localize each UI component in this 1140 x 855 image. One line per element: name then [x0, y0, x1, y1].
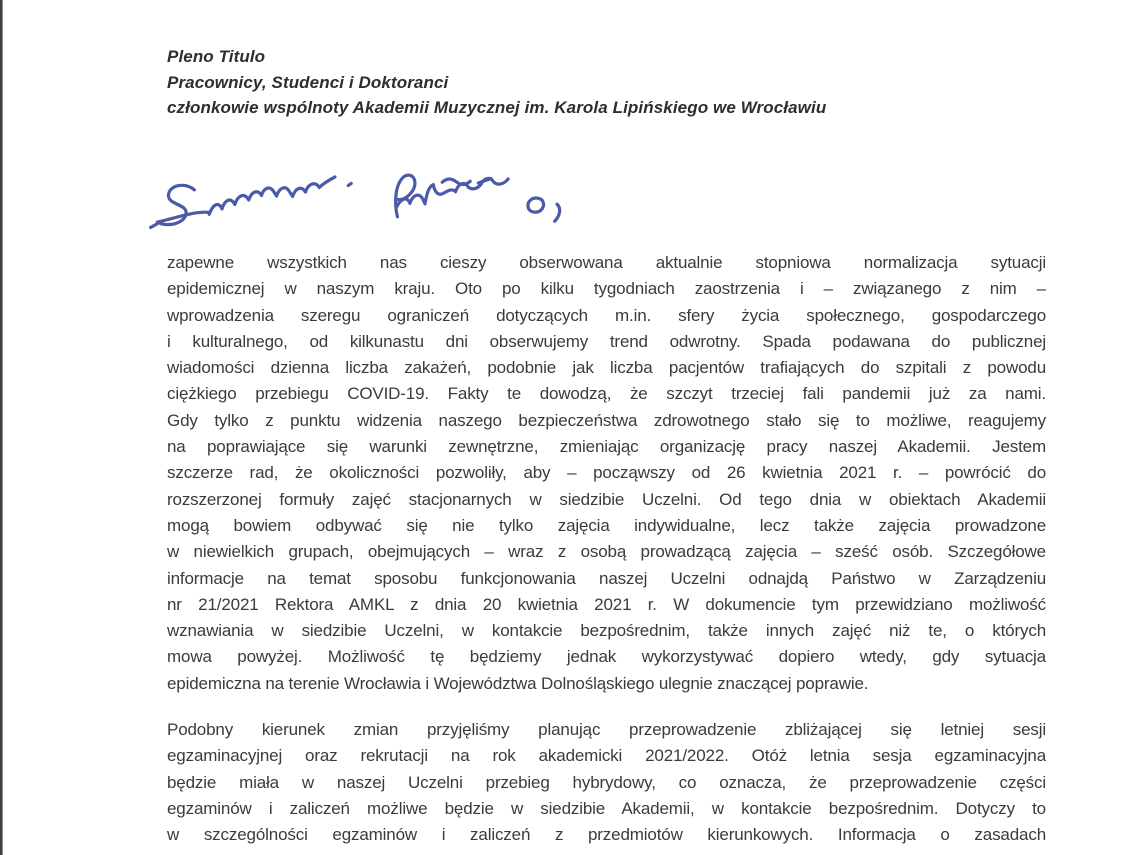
body-line: w niewielkich grupach, obejmujących – wraz z osobą prowadzącą zajęcia – sześć osób. Szczegółowe [167, 542, 1046, 562]
body-line: wprowadzenia szeregu ograniczeń dotyczących m.in. sfery życia społecznego, gospodarczego [167, 305, 1046, 325]
addressee-line-3: członkowie wspólnoty Akademii Muzycznej im. Karola Lipińskiego we Wrocławiu [167, 98, 827, 117]
body-line: informacje na temat sposobu funkcjonowania naszej Uczelni odnajdą Państwo w Zarządzeniu [167, 568, 1046, 588]
body-line: mogą bowiem odbywać się nie tylko zajęcia indywidualne, lecz także zajęcia prowadzone [167, 515, 1046, 535]
paragraph [167, 717, 1046, 848]
scan-edge-artifact [0, 0, 3, 855]
addressee-line-1: Pleno Titulo [167, 47, 266, 66]
addressee-line-2: Pracownicy, Studenci i Doktoranci [167, 72, 449, 92]
handwritten-greeting [143, 164, 583, 248]
body-line: szczerze rad, że okoliczności pozwoliły, aby – począwszy od 26 kwietnia 2021 r. – powrócić do [167, 463, 1046, 483]
body-line: mowa powyżej. Możliwość tę będziemy jednak wykorzystywać dopiero wtedy, gdy sytuacja [167, 647, 1046, 667]
body-line: ciężkiego przebiegu COVID-19. Fakty te dowodzą, że szczyt trzeciej fali pandemii już za nami. [167, 384, 1046, 404]
letter-addressee-block [167, 44, 826, 121]
handwriting-ink-icon [143, 164, 583, 248]
body-line: rozszerzonej formuły zajęć stacjonarnych w siedzibie Uczelni. Od tego dnia w obiektach Akademii [167, 489, 1046, 509]
body-line: Gdy tylko z punktu widzenia naszego bezpieczeństwa zdrowotnego stało się to możliwe, reagujemy [167, 410, 1046, 430]
body-line: wiadomości dzienna liczba zakażeń, podobnie jak liczba pacjentów trafiających do szpitali z powodu [167, 358, 1046, 378]
body-line: nr 21/2021 Rektora AMKL z dnia 20 kwietnia 2021 r. W dokumencie tym przewidziano możliwość [167, 594, 1046, 614]
body-line: egzaminacyjnej oraz rekrutacji na rok akademicki 2021/2022. Otóż letnia sesja egzaminacyjna [167, 746, 1046, 766]
body-line: Podobny kierunek zmian przyjęliśmy planując przeprowadzenie zbliżającej się letniej sesji [167, 720, 1046, 740]
body-line: wznawiania w siedzibie Uczelni, w kontakcie bezpośrednim, także innych zajęć niż te, o których [167, 621, 1046, 641]
body-line: i kulturalnego, od kilkunastu dni obserwujemy trend odwrotny. Spada podawana do publicznej [167, 331, 1046, 351]
body-line: zapewne wszystkich nas cieszy obserwowana aktualnie stopniowa normalizacja sytuacji [167, 253, 1046, 272]
body-line: będzie miała w naszej Uczelni przebieg hybrydowy, co oznacza, że przeprowadzenie części [167, 772, 1046, 792]
letter-body [167, 250, 1046, 849]
paragraph [167, 250, 1046, 697]
body-line: na poprawiające się warunki zewnętrzne, zmieniając organizację pracy naszej Akademii. Jestem [167, 437, 1046, 457]
body-line: epidemiczna na terenie Wrocławia i Województwa Dolnośląskiego ulegnie znaczącej poprawie. [167, 673, 869, 693]
body-paragraphs [167, 250, 1046, 849]
body-line: egzaminów i zaliczeń możliwe będzie w siedzibie Akademii, w kontakcie bezpośrednim. Dotyczy to [167, 798, 1046, 818]
body-line: w szczególności egzaminów i zaliczeń z przedmiotów kierunkowych. Informacja o zasadach [167, 825, 1046, 845]
body-line: epidemicznej w naszym kraju. Oto po kilku tygodniach zaostrzenia i – związanego z nim – [167, 279, 1046, 299]
